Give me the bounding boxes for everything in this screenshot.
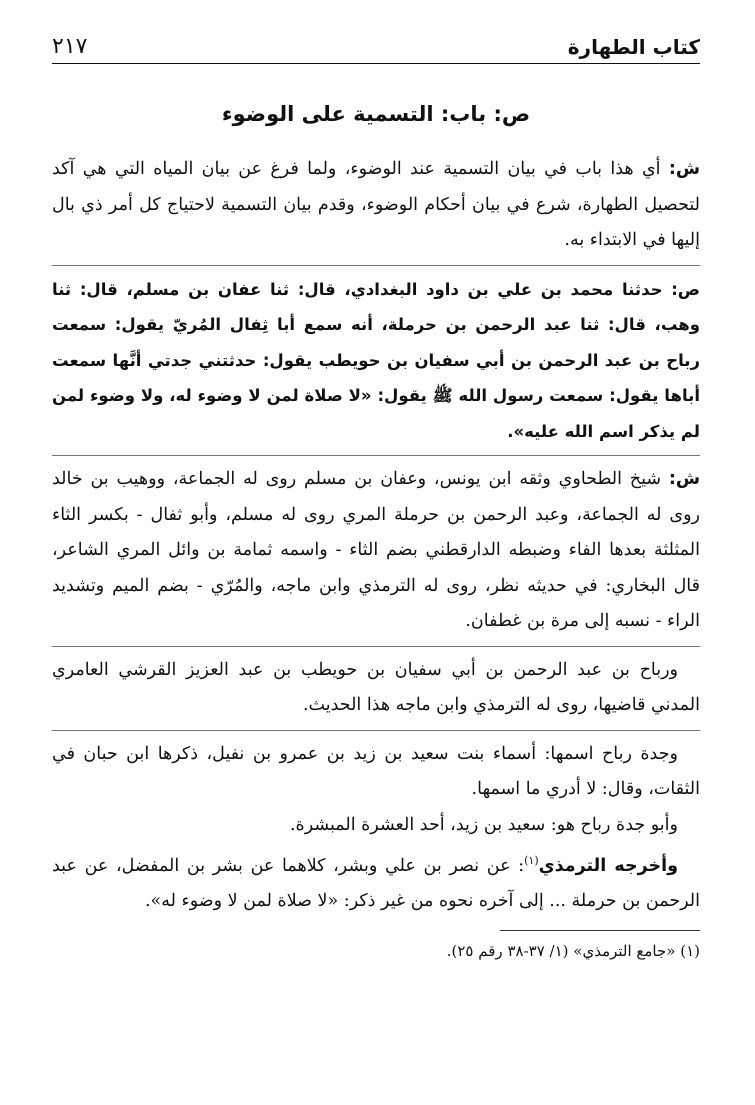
- page-number: ٢١٧: [52, 34, 88, 59]
- paragraph-tirmidhi: [52, 843, 700, 920]
- paragraph-rabah: [52, 653, 700, 724]
- paragraph-hadith: [52, 272, 700, 450]
- paragraph-lead: وأخرجه الترمذي: [538, 855, 678, 876]
- section-divider: [52, 730, 700, 731]
- paragraph-lead: ش:: [668, 159, 700, 179]
- footnote-rule: [500, 930, 700, 931]
- paragraph-intro: [52, 152, 700, 259]
- section-divider: [52, 265, 700, 266]
- paragraph-text: حدثنا محمد بن علي بن داود البغدادي، قال: ثنا عفان بن مسلم، قال: ثنا وهب، قال: ثنا عبد الرحمن بن حرملة، أنه سمع أبا ثِفال المُريّ يقول: سمعت رباح بن عبد الرحمن بن أبي سفيان بن حويطب يقول: حدثتني جدتي أنَّها سمعت أباها يقول: سمعت رسول الله ﷺ يقول: «لا صلاة لمن لا وضوء له، ولا وضوء لمن لم يذكر اسم الله عليه».: [52, 279, 700, 441]
- paragraph-grandmother: [52, 737, 700, 808]
- paragraph-text: أي هذا باب في بيان التسمية عند الوضوء، ولما فرغ عن بيان المياه التي هي آكد لتحصيل الطهارة، شرع في بيان أحكام الوضوء، وقدم بيان التسمية لاحتياج كل أمر ذي بال إليها في الابتداء به.: [52, 159, 700, 250]
- paragraph-lead: ص:: [671, 279, 700, 299]
- footnote: (١) «جامع الترمذي» (١/ ٣٧-٣٨ رقم ٢٥).: [446, 941, 700, 960]
- section-divider: [52, 646, 700, 647]
- book-title: كتاب الطهارة: [567, 35, 700, 59]
- chapter-heading: ص: باب: التسمية على الوضوء: [221, 102, 531, 126]
- paragraph-text: وأبو جدة رباح هو: سعيد بن زيد، أحد العشرة المبشرة.: [289, 814, 678, 835]
- paragraph-narrators: [52, 462, 700, 640]
- paragraph-text: شيخ الطحاوي وثقه ابن يونس، وعفان بن مسلم روى له الجماعة، ووهيب بن خالد روى له الجماعة، وعبد الرحمن بن حرملة المري روى له مسلم، وأبو ثفال - بكسر الثاء المثلثة بعدها الفاء وضبطه الدارقطني بضم الثاء - واسمه ثمامة بن وائل المري الشاعر، قال البخاري: في حديثه نظر، روى له الترمذي وابن ماجه، والمُرّي - بضم الميم وتشديد الراء - نسبه إلى مرة بن غطفان.: [52, 469, 700, 631]
- paragraph-text: وجدة رباح اسمها: أسماء بنت سعيد بن زيد بن عمرو بن نفيل، ذكرها ابن حبان في الثقات، وقال: لا أدري ما اسمها.: [52, 743, 700, 799]
- paragraph-lead: ش:: [668, 469, 700, 489]
- running-head: [52, 22, 700, 64]
- section-divider: [52, 455, 700, 456]
- paragraph-grandfather: [52, 808, 700, 844]
- paragraph-text: ورباح بن عبد الرحمن بن أبي سفيان بن حويطب بن عبد العزيز القرشي العامري المدني قاضيها، روى له الترمذي وابن ماجه هذا الحديث.: [52, 659, 700, 715]
- paragraph-text: : عن نصر بن علي وبشر، كلاهما عن بشر بن المفضل، عن عبد الرحمن بن حرملة ... إلى آخره نحوه من غير ذكر: «لا صلاة لمن لا وضوء له».: [52, 855, 700, 912]
- footnote-marker[interactable]: (١): [524, 854, 539, 867]
- page: [52, 22, 700, 1082]
